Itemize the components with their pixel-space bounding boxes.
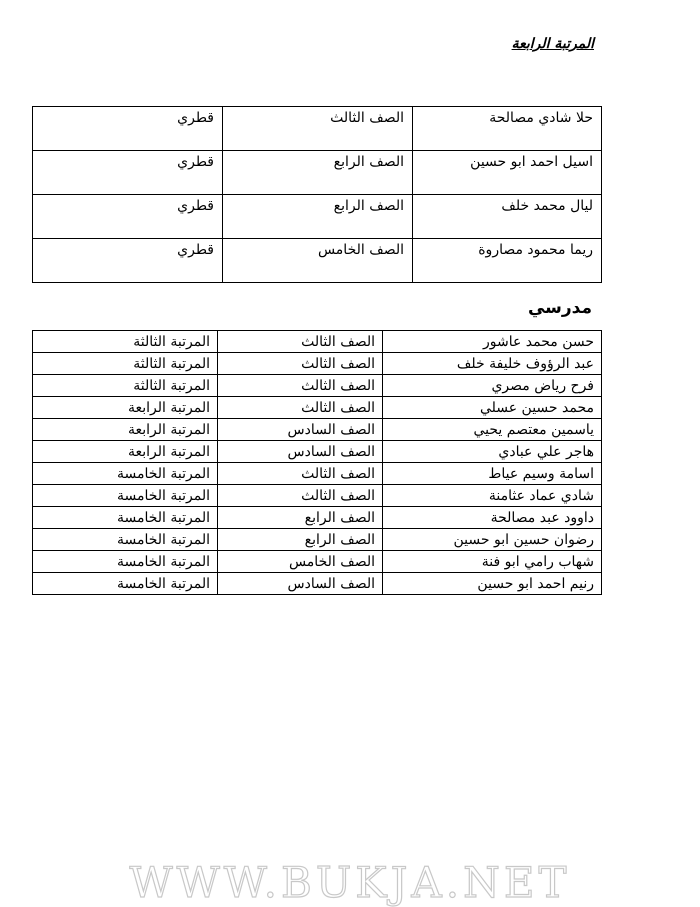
- rank-cell: المرتبة الرابعة: [33, 397, 218, 419]
- rank-cell: المرتبة الخامسة: [33, 485, 218, 507]
- grade-cell: الصف الرابع: [218, 529, 383, 551]
- region-cell: قطري: [33, 195, 223, 239]
- rank-cell: المرتبة الرابعة: [33, 419, 218, 441]
- rank-cell: المرتبة الخامسة: [33, 551, 218, 573]
- grade-cell: الصف الثالث: [218, 375, 383, 397]
- student-name-cell: ليال محمد خلف: [413, 195, 602, 239]
- grade-cell: الصف الثالث: [218, 331, 383, 353]
- student-name-cell: فرح رياض مصري: [383, 375, 602, 397]
- rank-cell: المرتبة الخامسة: [33, 507, 218, 529]
- grade-cell: الصف السادس: [218, 441, 383, 463]
- grade-cell: الصف الثالث: [218, 485, 383, 507]
- grade-cell: الصف الخامس: [218, 551, 383, 573]
- table-row: [33, 397, 602, 419]
- regional-winners-table: [32, 106, 602, 283]
- student-name-cell: شادي عماد عثامنة: [383, 485, 602, 507]
- grade-cell: الصف السادس: [218, 419, 383, 441]
- region-cell: قطري: [33, 151, 223, 195]
- student-name-cell: رضوان حسين ابو حسين: [383, 529, 602, 551]
- grade-cell: الصف الثالث: [223, 107, 413, 151]
- table-row: [33, 485, 602, 507]
- table-row: [33, 375, 602, 397]
- section-heading-teachers: مدرسي: [527, 298, 592, 318]
- rank-cell: المرتبة الخامسة: [33, 463, 218, 485]
- rank-cell: المرتبة الثالثة: [33, 331, 218, 353]
- section-heading-rank-four: المرتبة الرابعة: [511, 36, 594, 52]
- site-watermark: WWW.BUKJA.NET: [129, 858, 571, 907]
- grade-cell: الصف الثالث: [218, 463, 383, 485]
- table-row: [33, 441, 602, 463]
- student-name-cell: اسيل احمد ابو حسين: [413, 151, 602, 195]
- table-row: [33, 107, 602, 151]
- student-name-cell: داوود عبد مصالحة: [383, 507, 602, 529]
- table-row: [33, 419, 602, 441]
- grade-cell: الصف الخامس: [223, 239, 413, 283]
- grade-cell: الصف الثالث: [218, 353, 383, 375]
- rank-cell: المرتبة الخامسة: [33, 573, 218, 595]
- rank-cell: المرتبة الرابعة: [33, 441, 218, 463]
- grade-cell: الصف الرابع: [218, 507, 383, 529]
- table-row: [33, 573, 602, 595]
- student-name-cell: ياسمين معتصم يحيي: [383, 419, 602, 441]
- student-name-cell: ريما محمود مصاروة: [413, 239, 602, 283]
- school-winners-table: [32, 330, 602, 595]
- table-row: [33, 507, 602, 529]
- rank-cell: المرتبة الثالثة: [33, 375, 218, 397]
- table-row: [33, 551, 602, 573]
- student-name-cell: حسن محمد عاشور: [383, 331, 602, 353]
- student-name-cell: عبد الرؤوف خليفة خلف: [383, 353, 602, 375]
- rank-cell: المرتبة الثالثة: [33, 353, 218, 375]
- table-row: [33, 529, 602, 551]
- table-row: [33, 353, 602, 375]
- grade-cell: الصف السادس: [218, 573, 383, 595]
- table-row: [33, 239, 602, 283]
- grade-cell: الصف الثالث: [218, 397, 383, 419]
- student-name-cell: حلا شادي مصالحة: [413, 107, 602, 151]
- grade-cell: الصف الرابع: [223, 151, 413, 195]
- grade-cell: الصف الرابع: [223, 195, 413, 239]
- region-cell: قطري: [33, 239, 223, 283]
- student-name-cell: محمد حسين عسلي: [383, 397, 602, 419]
- table-row: [33, 463, 602, 485]
- student-name-cell: شهاب رامي ابو فنة: [383, 551, 602, 573]
- student-name-cell: هاجر علي عبادي: [383, 441, 602, 463]
- student-name-cell: رنيم احمد ابو حسين: [383, 573, 602, 595]
- table-row: [33, 331, 602, 353]
- table-row: [33, 195, 602, 239]
- region-cell: قطري: [33, 107, 223, 151]
- rank-cell: المرتبة الخامسة: [33, 529, 218, 551]
- student-name-cell: اسامة وسيم عياط: [383, 463, 602, 485]
- table-row: [33, 151, 602, 195]
